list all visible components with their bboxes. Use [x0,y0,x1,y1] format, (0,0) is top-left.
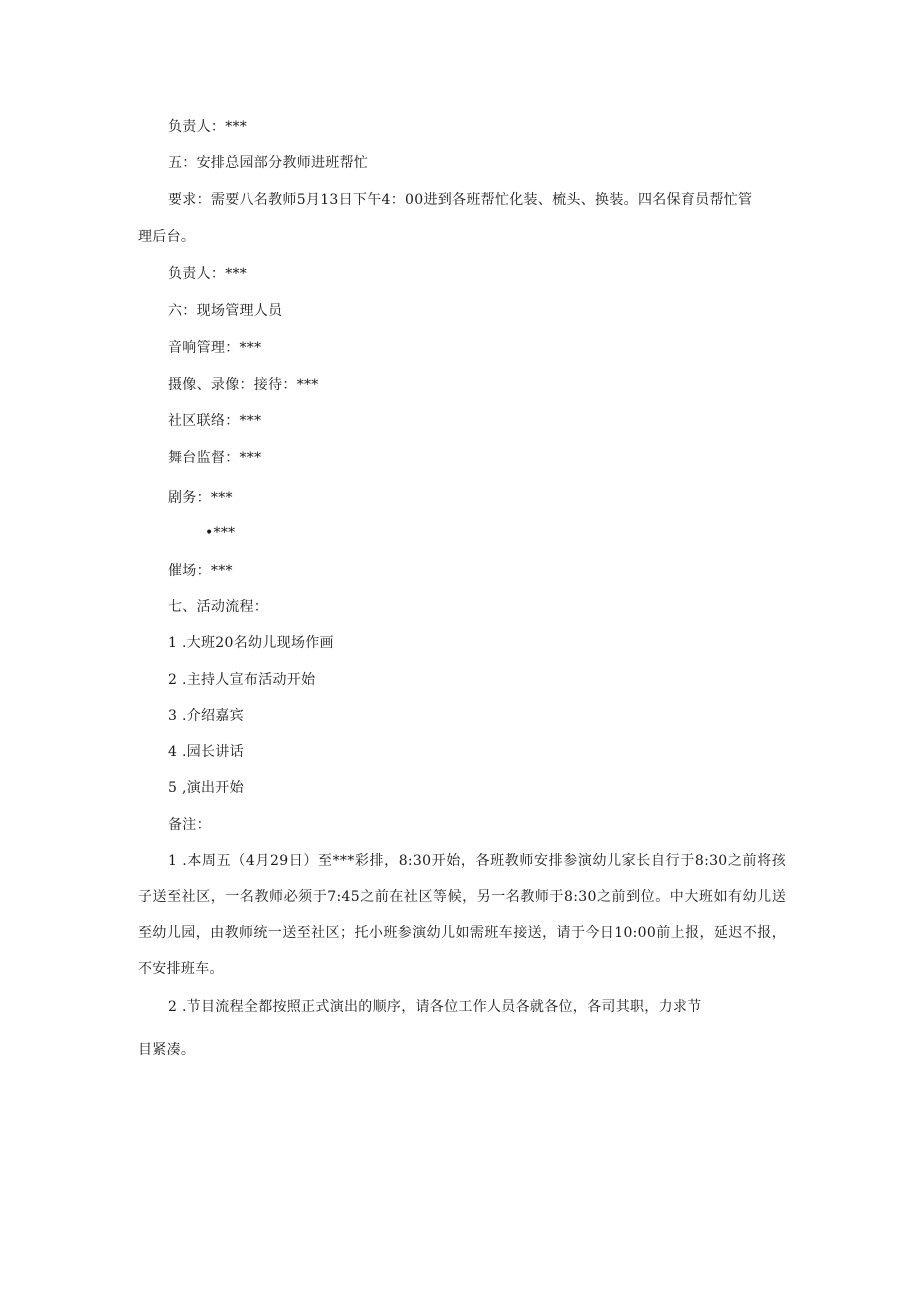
camera-reception-line: 摄像、录像：接待：*** [168,377,319,393]
section-six-heading: 六：现场管理人员 [168,303,283,319]
note-paragraph-1: 1 .本周五（4月29日）至***彩排，8:30开始，各班教师安排参演幼儿家长自行于8:30之前将孩子送至社区，一名教师必须于7:45之前在社区等候，另一名教师于8:30之前到位。中大班如有幼儿送至幼儿园，由教师统一送至社区；托小班参演幼儿如需班车接送，请于今日10:00前上报，延迟不报，不安排班车。 [138,853,786,977]
requirement-line: 要求：需要八名教师5月13日下午4：00进到各班帮忙化装、梳头、换装。四名保育员帮忙管 [168,192,753,208]
requirement-line-continued: 理后台。 [138,229,196,245]
section-five-heading: 五：安排总园部分教师进班帮忙 [168,155,369,171]
stage-supervisor-line: 舞台监督：*** [168,450,262,466]
process-item: 1 .大班20名幼儿现场作画 [168,635,334,651]
process-item: 5 ,演出开始 [168,780,244,796]
sound-management-line: 音响管理：*** [168,340,262,356]
person-in-charge-line: 负责人：*** [168,119,248,135]
bullet-line: •*** [205,525,236,541]
stage-call-line: 催场：*** [168,563,233,579]
note-paragraph-2-continued: 目紧凑。 [138,1042,196,1058]
note-paragraph-2: 2 .节目流程全都按照正式演出的顺序，请各位工作人员各就各位，各司其职，力求节 [168,999,702,1015]
community-liaison-line: 社区联络：*** [168,413,262,429]
process-item: 3 .介绍嘉宾 [168,708,244,724]
notes-heading: 备注： [168,817,211,833]
person-in-charge-line: 负责人：*** [168,266,248,282]
stage-affairs-line: 剧务：*** [168,490,233,506]
process-item: 2 .主持人宣布活动开始 [168,672,316,688]
process-item: 4 .园长讲话 [168,744,244,760]
section-seven-heading: 七、活动流程： [168,599,269,615]
